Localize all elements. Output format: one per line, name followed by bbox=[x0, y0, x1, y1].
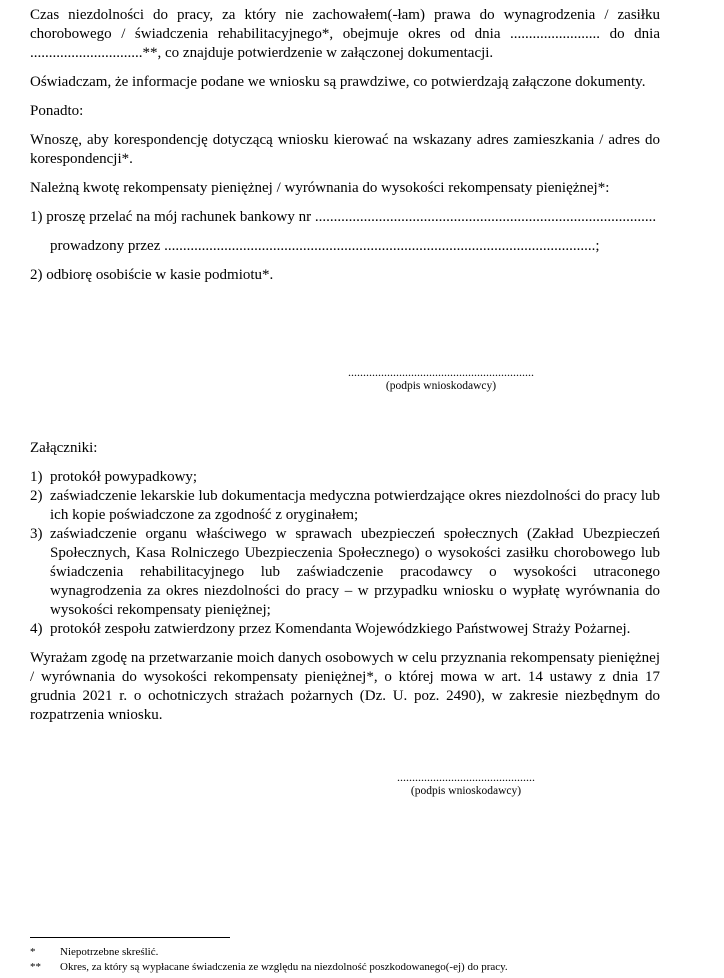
signature-label: (podpis wnioskodawcy) bbox=[385, 380, 497, 392]
attachments-list bbox=[30, 468, 660, 639]
amount-paragraph: Należną kwotę rekompensaty pieniężnej / wyrównania do wysokości rekompensaty pieniężnej*: bbox=[30, 180, 610, 196]
footnote-1: * Niepotrzebne skreślić. bbox=[30, 946, 159, 958]
signature-line: .............................................................. bbox=[348, 365, 534, 379]
attachments-title: Załączniki: bbox=[30, 440, 98, 456]
signature-block-1 bbox=[322, 365, 560, 393]
list-item: 3) zaświadczenie organu właściwego w sprawach ubezpieczeń społecznych (Zakład Ubezpieczeń Społecznych, Kasa Rolniczego Ubezpieczenia Społecznego) o wysokości zasiłku chorobowego lub świadczenia rehabilitacyjnego lub zaświadczenie pracodawcy o wysokości utraconego wynagrodzenia za okres niezdolności do pracy – w przypadku wniosku o wypłatę wyrównania do wysokości rekompensaty pieniężnej; bbox=[30, 526, 660, 618]
period-paragraph: Czas niezdolności do pracy, za który nie zachowałem(-łam) prawa do wynagrodzenia / zasiłku chorobowego / świadczenia rehabilitacyjnego*, obejmuje okres od dnia ........................ do dnia ..............................**, co znajduje potwierdzenie w załączonej dokumentacji. bbox=[30, 7, 660, 61]
list-item: 4) protokół zespołu zatwierdzony przez Komendanta Wojewódzkiego Państwowej Straży Pożarnej. bbox=[30, 621, 631, 637]
footnote-2: ** Okres, za który są wypłacane świadczenia ze względu na niezdolność poszkodowanego(-ej) do pracy. bbox=[30, 961, 508, 973]
signature-line: .............................................. bbox=[397, 770, 535, 784]
list-item: 2) zaświadczenie lekarskie lub dokumentacja medyczna potwierdzające okres niezdolności do pracy lub ich kopie poświadczone za zgodność z oryginałem; bbox=[30, 488, 660, 523]
attachments-section bbox=[30, 439, 660, 725]
list-item: 1) protokół powypadkowy; bbox=[30, 469, 198, 485]
document-body bbox=[30, 6, 660, 295]
signature-block-2 bbox=[372, 770, 560, 798]
footnote-divider bbox=[30, 937, 230, 938]
option-transfer-bank: prowadzony przez ...................................................................................................................; bbox=[50, 238, 600, 254]
declaration-paragraph: Oświadczam, że informacje podane we wniosku są prawdziwe, co potwierdzają załączone dokumenty. bbox=[30, 74, 646, 90]
option-cash: 2) odbiorę osobiście w kasie podmiotu*. bbox=[30, 267, 274, 283]
consent-paragraph: Wyrażam zgodę na przetwarzanie moich danych osobowych w celu przyznania rekompensaty pieniężnej / wyrównania do wysokości rekompensaty pieniężnej*, o której mowa w art. 14 ustawy z dnia 17 grudnia 2021 r. o ochotniczych strażach pożarnych (Dz. U. poz. 2490), w zakresie niezbędnym do rozpatrzenia wniosku. bbox=[30, 650, 660, 723]
option-transfer: 1) proszę przelać na mój rachunek bankowy nr ........................................................................................... bbox=[30, 209, 657, 225]
signature-label: (podpis wnioskodawcy) bbox=[410, 785, 522, 797]
correspondence-paragraph: Wnoszę, aby korespondencję dotyczącą wniosku kierować na wskazany adres zamieszkania / adres do korespondencji*. bbox=[30, 132, 660, 167]
moreover-label: Ponadto: bbox=[30, 103, 84, 119]
